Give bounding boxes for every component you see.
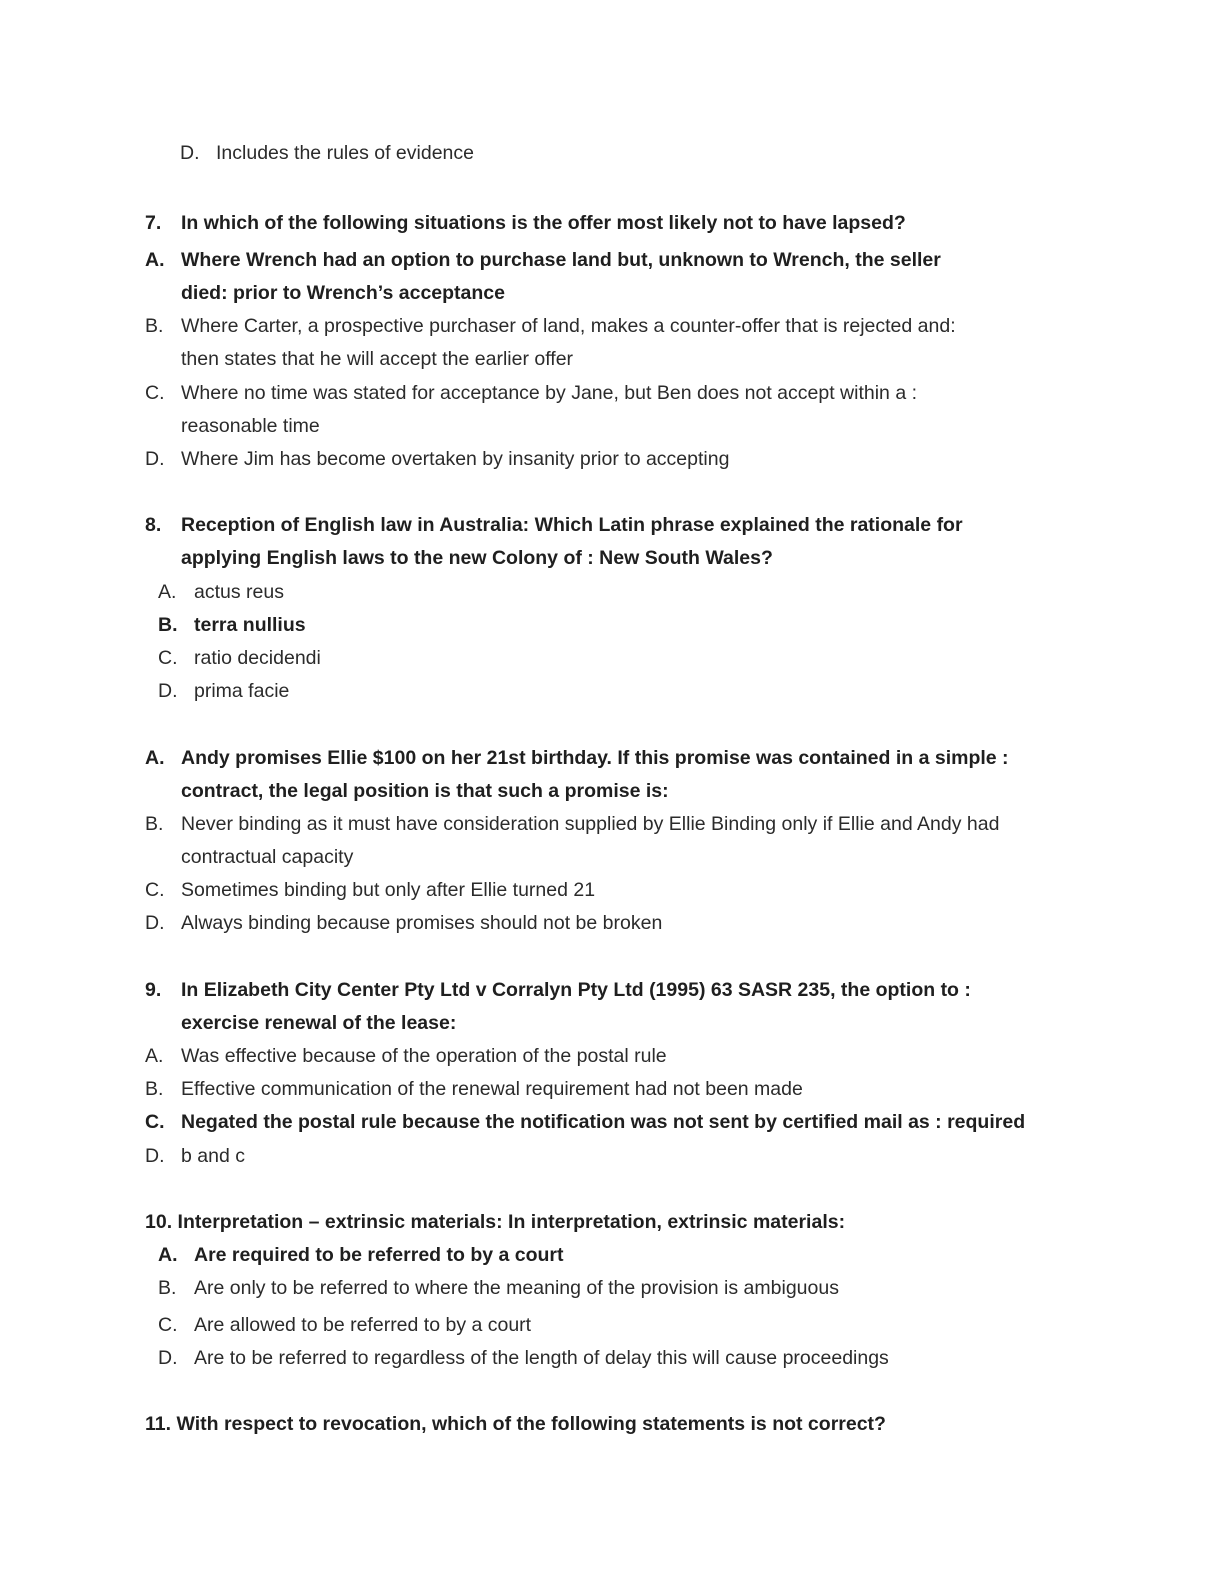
question-text: In which of the following situations is the offer most likely not to have lapsed? (181, 212, 906, 234)
option-label: A. (158, 581, 177, 603)
option-label: B. (145, 813, 164, 835)
option-text: Are only to be referred to where the meaning of the provision is ambiguous (194, 1277, 839, 1299)
option-text: Always binding because promises should not be broken (181, 912, 663, 934)
option-text: Effective communication of the renewal requirement had not been made (181, 1078, 803, 1100)
question-text: With respect to revocation, which of the following statements is not correct? (176, 1413, 886, 1435)
option-label: A. (158, 1244, 178, 1266)
option-text: ratio decidendi (194, 647, 321, 669)
question-text: Reception of English law in Australia: Which Latin phrase explained the rationale for (181, 514, 963, 536)
option-label: A. (145, 249, 165, 271)
option-text: Where no time was stated for acceptance by Jane, but Ben does not accept within a : (181, 382, 918, 404)
option-text: actus reus (194, 581, 284, 603)
option-text: prima facie (194, 680, 290, 702)
question-text: In Elizabeth City Center Pty Ltd v Corralyn Pty Ltd (1995) 63 SASR 235, the option to : (181, 979, 971, 1001)
question-text: contract, the legal position is that such a promise is: (181, 780, 669, 802)
option-label: B. (145, 1078, 164, 1100)
option-text: Where Jim has become overtaken by insanity prior to accepting (181, 448, 730, 470)
option-text: Sometimes binding but only after Ellie turned 21 (181, 879, 596, 901)
option-label: B. (145, 315, 164, 337)
question-number: 7. (145, 212, 162, 234)
option-label: C. (145, 1111, 165, 1133)
option-label: D. (145, 912, 165, 934)
option-label: A. (145, 1045, 164, 1067)
option-text: Are to be referred to regardless of the length of delay this will cause proceedings (194, 1347, 889, 1369)
question-number: 10. (145, 1211, 173, 1233)
option-label: D. (145, 448, 165, 470)
question-number: A. (145, 747, 165, 769)
option-text: Was effective because of the operation of the postal rule (181, 1045, 667, 1067)
question-text: Andy promises Ellie $100 on her 21st birthday. If this promise was contained in a simple : (181, 747, 1009, 769)
option-text: Are required to be referred to by a court (194, 1244, 564, 1266)
option-label: D. (180, 142, 200, 164)
option-text: Where Wrench had an option to purchase land but, unknown to Wrench, the seller (181, 249, 941, 271)
option-label: D. (145, 1145, 165, 1167)
option-text: terra nullius (194, 614, 306, 636)
option-text: Where Carter, a prospective purchaser of land, makes a counter-offer that is rejected and: (181, 315, 956, 337)
option-label: C. (158, 1314, 178, 1336)
question-number: 9. (145, 979, 162, 1001)
option-label: D. (158, 1347, 178, 1369)
question-number: 8. (145, 514, 162, 536)
option-label: B. (158, 1277, 177, 1299)
option-text: b and c (181, 1145, 245, 1167)
option-text: died: prior to Wrench’s acceptance (181, 282, 505, 304)
option-label: B. (158, 614, 178, 636)
option-text: contractual capacity (181, 846, 354, 868)
option-label: C. (145, 382, 165, 404)
option-label: C. (145, 879, 165, 901)
option-text: then states that he will accept the earlier offer (181, 348, 574, 370)
option-label: D. (158, 680, 178, 702)
question-number: 11. (145, 1413, 172, 1435)
option-text: Negated the postal rule because the notification was not sent by certified mail as : required (181, 1111, 1026, 1133)
option-text: Includes the rules of evidence (216, 142, 474, 164)
question-text: Interpretation – extrinsic materials: In interpretation, extrinsic materials: (177, 1211, 846, 1233)
question-text: applying English laws to the new Colony of : New South Wales? (181, 547, 773, 569)
option-label: C. (158, 647, 178, 669)
question-11-stem (145, 1411, 886, 1437)
question-text: exercise renewal of the lease: (181, 1012, 457, 1034)
option-text: Are allowed to be referred to by a court (194, 1314, 532, 1336)
question-10-stem (145, 1209, 845, 1235)
option-text: Never binding as it must have consideration supplied by Ellie Binding only if Ellie and Andy had (181, 813, 1000, 835)
option-text: reasonable time (181, 415, 320, 437)
